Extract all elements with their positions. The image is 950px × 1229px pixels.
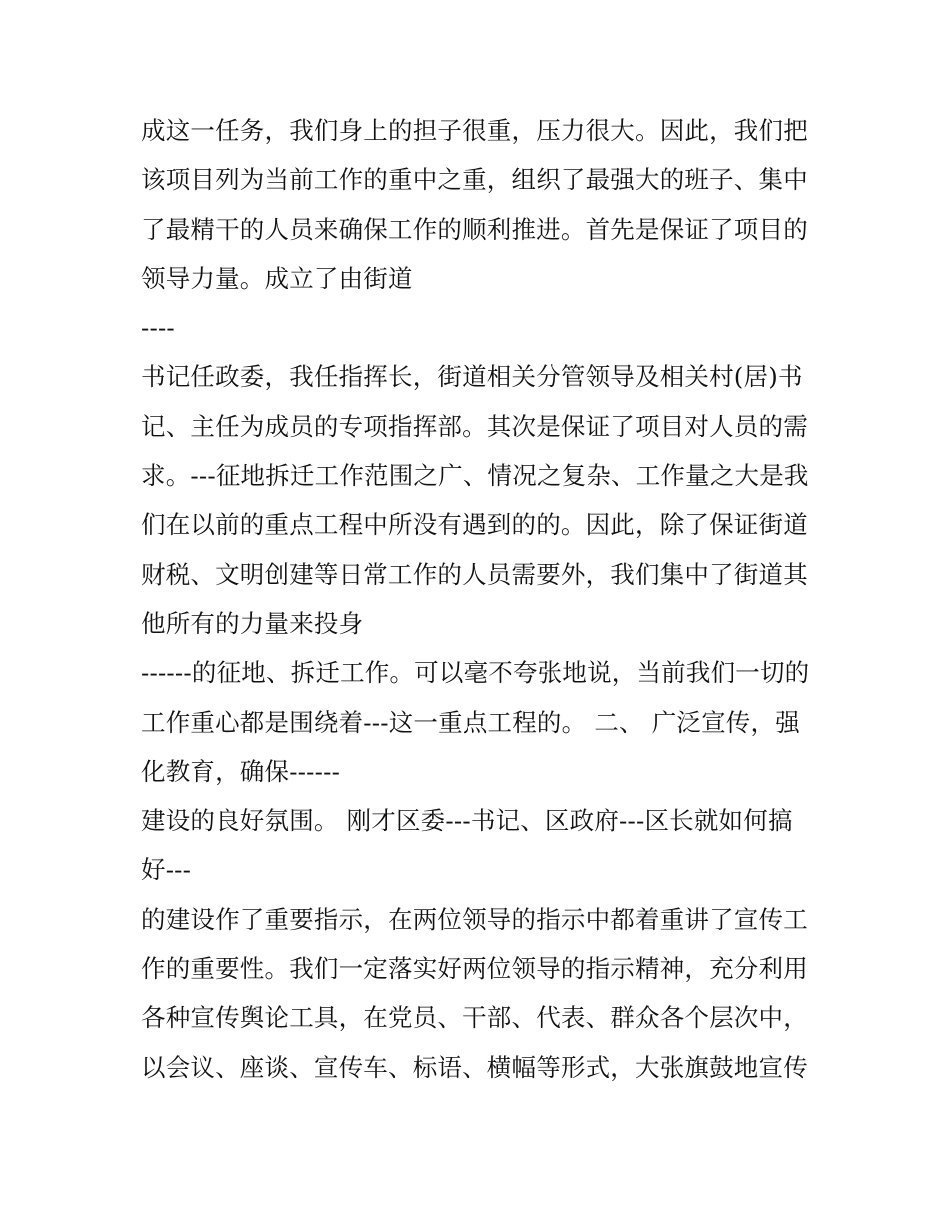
text-line: 领导力量。成立了由街道: [141, 263, 413, 293]
text-line: 的建设作了重要指示，在两位领导的指示中都着重讲了宣传工: [141, 904, 808, 934]
body-text: [141, 106, 821, 1092]
text-line: ----: [141, 313, 175, 343]
text-line: ------的征地、拆迁工作。可以毫不夸张地说，当前我们一切的: [141, 658, 810, 688]
text-line: 成这一任务，我们身上的担子很重，压力很大。因此，我们把: [141, 116, 808, 145]
text-line: 记、主任为成员的专项指挥部。其次是保证了项目对人员的需: [141, 411, 808, 441]
text-line: 该项目列为当前工作的重中之重，组织了最强大的班子、集中: [141, 165, 808, 195]
text-line: 好---: [141, 855, 192, 885]
text-line: 以会议、座谈、宣传车、标语、横幅等形式，大张旗鼓地宣传: [141, 1052, 808, 1082]
text-line: 各种宣传舆论工具，在党员、干部、代表、群众各个层次中，: [141, 1003, 808, 1033]
text-line: 财税、文明创建等日常工作的人员需要外，我们集中了街道其: [141, 559, 808, 589]
text-line: 化教育，确保------: [141, 756, 341, 786]
text-line: 们在以前的重点工程中所没有遇到的的。因此，除了保证街道: [141, 510, 808, 540]
text-line: 了最精干的人员来确保工作的顺利推进。首先是保证了项目的: [141, 214, 808, 244]
text-line: 工作重心都是围绕着---这一重点工程的。 二、 广泛宣传，强: [141, 707, 800, 737]
text-line: 作的重要性。我们一定落实好两位领导的指示精神，充分利用: [141, 954, 808, 984]
text-line: 求。---征地拆迁工作范围之广、情况之复杂、工作量之大是我: [141, 461, 809, 491]
text-line: 建设的良好氛围。 刚才区委---书记、区政府---区长就如何搞: [141, 806, 793, 836]
text-line: 书记任政委，我任指挥长，街道相关分管领导及相关村(居)书: [141, 362, 803, 392]
text-line: 他所有的力量来投身: [141, 608, 364, 638]
